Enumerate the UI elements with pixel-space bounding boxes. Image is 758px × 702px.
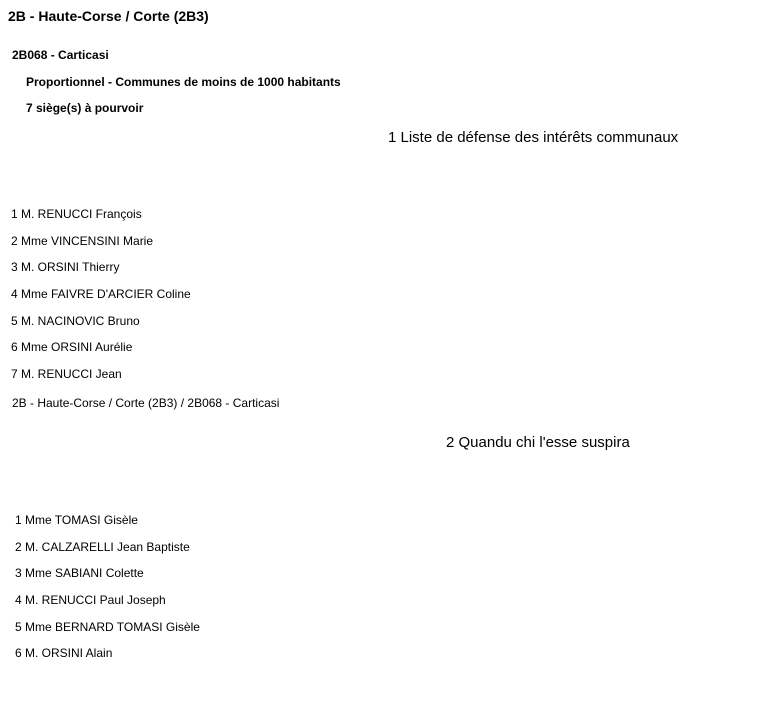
seats-count: 7 siège(s) à pourvoir xyxy=(26,101,144,115)
candidate-row: 1 Mme TOMASI Gisèle xyxy=(15,513,138,527)
candidate-row: 3 M. ORSINI Thierry xyxy=(11,260,120,275)
candidate-row: 5 M. NACINOVIC Bruno xyxy=(11,313,140,328)
candidate-row: 4 Mme FAIVRE D'ARCIER Coline xyxy=(11,287,191,302)
candidate-row: 6 Mme ORSINI Aurélie xyxy=(11,340,133,355)
candidate-row: 4 M. RENUCCI Paul Joseph xyxy=(15,593,166,608)
candidate-row: 3 Mme SABIANI Colette xyxy=(15,566,144,581)
list-2-candidates xyxy=(15,513,200,673)
list-2-title: 2 Quandu chi l'esse suspira xyxy=(446,434,630,451)
candidate-row: 5 Mme BERNARD TOMASI Gisèle xyxy=(15,619,200,634)
breadcrumb: 2B - Haute-Corse / Corte (2B3) / 2B068 - Carticasi xyxy=(12,396,280,410)
list-1-candidates xyxy=(11,207,191,394)
commune-name: 2B068 - Carticasi xyxy=(12,48,109,62)
candidate-row: 1 M. RENUCCI François xyxy=(11,207,142,221)
list-1-title: 1 Liste de défense des intérêts communaux xyxy=(388,129,679,146)
scrutin-type: Proportionnel - Communes de moins de 1000 habitants xyxy=(26,75,341,89)
candidate-row: 2 M. CALZARELLI Jean Baptiste xyxy=(15,539,190,554)
candidate-row: 6 M. ORSINI Alain xyxy=(15,646,113,661)
candidate-row: 2 Mme VINCENSINI Marie xyxy=(11,233,154,248)
candidate-row: 7 M. RENUCCI Jean xyxy=(11,367,122,382)
page-title: 2B - Haute-Corse / Corte (2B3) xyxy=(8,8,209,24)
